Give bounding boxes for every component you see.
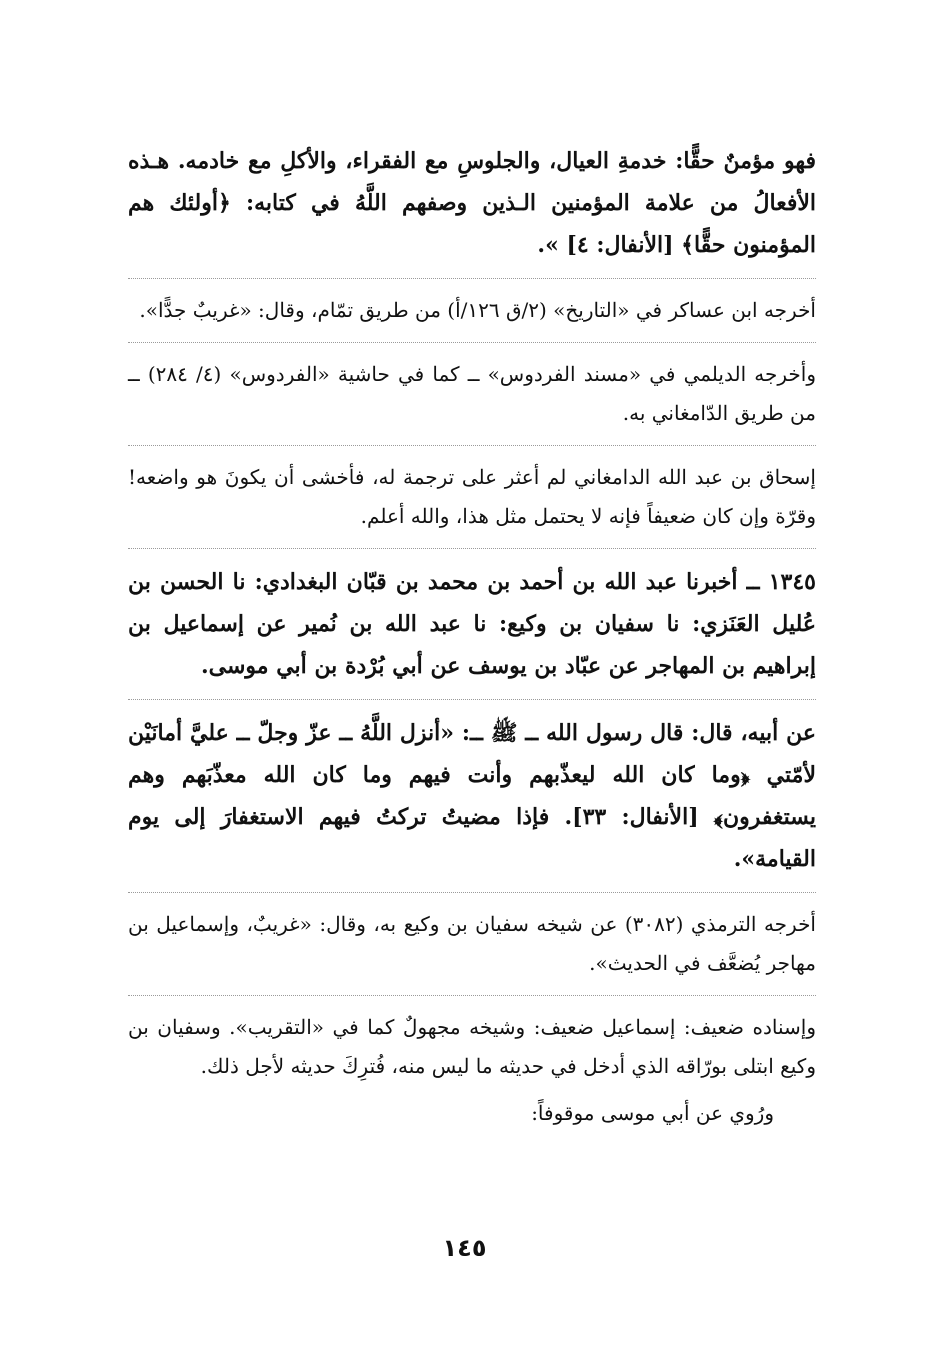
takhrij-paragraph: وإسناده ضعيف: إسماعيل ضعيف: وشيخه مجهولٌ كما في «التقريب». وسفيان بن وكيع ابتلى بورّاقه الذي أدخل في حديثه ما ليس منه، فُترِكَ حديثه لأجل ذلك. (128, 1015, 816, 1078)
hadith-isnad-paragraph: ١٣٤٥ ــ أخبرنا عبد الله بن أحمد بن محمد بن قبّان البغدادي: نا الحسن بن عُليل العَنَزي: نا سفيان بن وكيع: نا عبد الله بن نُمير عن إسماعيل بن إبراهيم بن المهاجر عن عبّاد بن يوسف عن أبي بُرْدة بن أبي موسى. (128, 569, 816, 679)
section-divider (128, 445, 816, 446)
takhrij-paragraph: أخرجه الترمذي (٣٠٨٢) عن شيخه سفيان بن وكيع به، وقال: «غريبٌ، وإسماعيل بن مهاجر يُضعَّف في الحديث». (128, 912, 816, 975)
section-divider (128, 995, 816, 996)
page-number: ١٤٥ (442, 1234, 487, 1262)
section-divider (128, 548, 816, 549)
section-divider (128, 892, 816, 893)
page-body (128, 140, 816, 1141)
footnote-paragraph: أخرجه ابن عساكر في «التاريخ» (٢/ق ١٢٦/أ) من طريق تمّام، وقال: «غريبٌ جدًّا». (139, 298, 816, 322)
section-divider (128, 278, 816, 279)
takhrij-paragraph: ورُوي عن أبي موسى موقوفاً: (531, 1101, 774, 1125)
hadith-matn-paragraph: عن أبيه، قال: قال رسول الله ــ ﷺ ــ: «أنزل اللَّهُ ــ عزّ وجلّ ــ عليَّ أمانَيْن لأمّتي ﴿وما كان الله ليعذّبهم وأنت فيهم وما كان الله معذّبَهم وهم يستغفرون﴾ [الأنفال: ٣٣]. فإذا مضيتُ تركتُ فيهم الاستغفارَ إلى يوم القيامة». (128, 720, 816, 872)
section-divider (128, 699, 816, 700)
footnote-paragraph: إسحاق بن عبد الله الدامغاني لم أعثر على ترجمة له، فأخشى أن يكونَ هو واضعه! وقرّة وإن كان ضعيفاً فإنه لا يحتمل مثل هذا، والله أعلم. (128, 465, 816, 528)
section-divider (128, 342, 816, 343)
main-text-paragraph: فهو مؤمنٌ حقًّا: خدمةِ العيال، والجلوسِ مع الفقراء، والأكلِ مع خادمه. هـذه الأفعالُ من علامة المؤمنين الـذين وصفهم اللَّهُ في كتابه: ﴿أولئك هم المؤمنون حقًّا﴾ [الأنفال: ٤] ». (128, 148, 816, 258)
footnote-paragraph: وأخرجه الديلمي في «مسند الفردوس» ــ كما في حاشية «الفردوس» (٤/ ٢٨٤) ــ من طريق الدّامغاني به. (128, 362, 816, 425)
